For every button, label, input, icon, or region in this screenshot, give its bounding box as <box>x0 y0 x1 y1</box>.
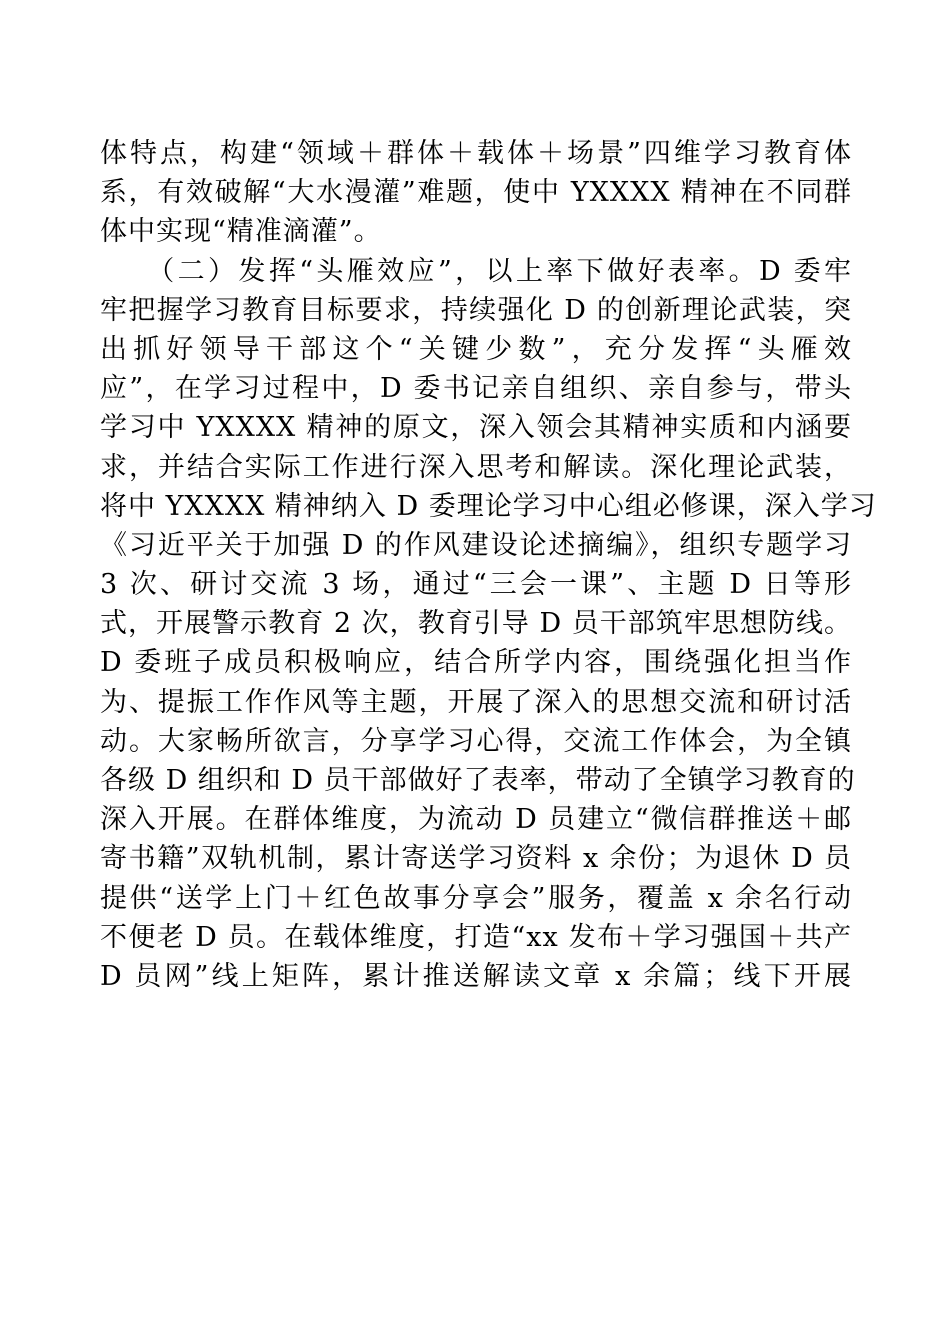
paragraph-continuation <box>100 134 852 252</box>
text-line: 各级 D 组织和 D 员干部做好了表率，带动了全镇学习教育的 <box>100 765 856 796</box>
section-heading-line: （二）发挥“头雁效应”，以上率下做好表率。D 委牢 <box>100 255 852 287</box>
paragraph-section-two <box>100 252 877 997</box>
text-line: 学习中 YXXXX 精神的原文，深入领会其精神实质和内涵要 <box>100 412 852 444</box>
text-line: 应”，在学习过程中，D 委书记亲自组织、亲自参与，带头 <box>100 373 852 405</box>
text-line: 深入开展。在群体维度，为流动 D 员建立“微信群推送＋邮 <box>100 804 852 836</box>
text-line: 求，并结合实际工作进行深入思考和解读。深化理论武装， <box>100 451 852 483</box>
text-line: 不便老 D 员。在载体维度，打造“xx 发布＋学习强国＋共产 <box>100 921 852 953</box>
text-line: 3 次、研讨交流 3 场，通过“三会一课”、主题 D 日等形 <box>100 569 852 601</box>
text-line: 式，开展警示教育 2 次，教育引导 D 员干部筑牢思想防线。 <box>100 608 852 640</box>
text-line: D 员网”线上矩阵，累计推送解读文章 x 余篇；线下开展 <box>100 960 852 992</box>
text-line: 出抓好领导干部这个“关键少数”，充分发挥“头雁效 <box>100 333 852 365</box>
text-line: 系，有效破解“大水漫灌”难题，使中 YXXXX 精神在不同群 <box>100 177 852 209</box>
text-line: 体特点，构建“领域＋群体＋载体＋场景”四维学习教育体 <box>100 138 852 169</box>
text-line: 将中 YXXXX 精神纳入 D 委理论学习中心组必修课，深入学习 <box>100 490 877 522</box>
text-line: 动。大家畅所欲言，分享学习心得，交流工作体会，为全镇 <box>100 725 852 757</box>
text-line: 寄书籍”双轨机制，累计寄送学习资料 x 余份；为退休 D 员 <box>100 843 852 875</box>
text-line: 提供“送学上门＋红色故事分享会”服务，覆盖 x 余名行动 <box>100 882 852 914</box>
text-line: 体中实现“精准滴灌”。 <box>100 216 382 248</box>
document-page <box>100 134 877 996</box>
text-line: 牢把握学习教育目标要求，持续强化 D 的创新理论武装，突 <box>100 294 852 326</box>
text-line: 为、提振工作作风等主题，开展了深入的思想交流和研讨活 <box>100 686 852 718</box>
text-line: D 委班子成员积极响应，结合所学内容，围绕强化担当作 <box>100 647 852 679</box>
text-line: 《习近平关于加强 D 的作风建设论述摘编》，组织专题学习 <box>100 529 852 561</box>
